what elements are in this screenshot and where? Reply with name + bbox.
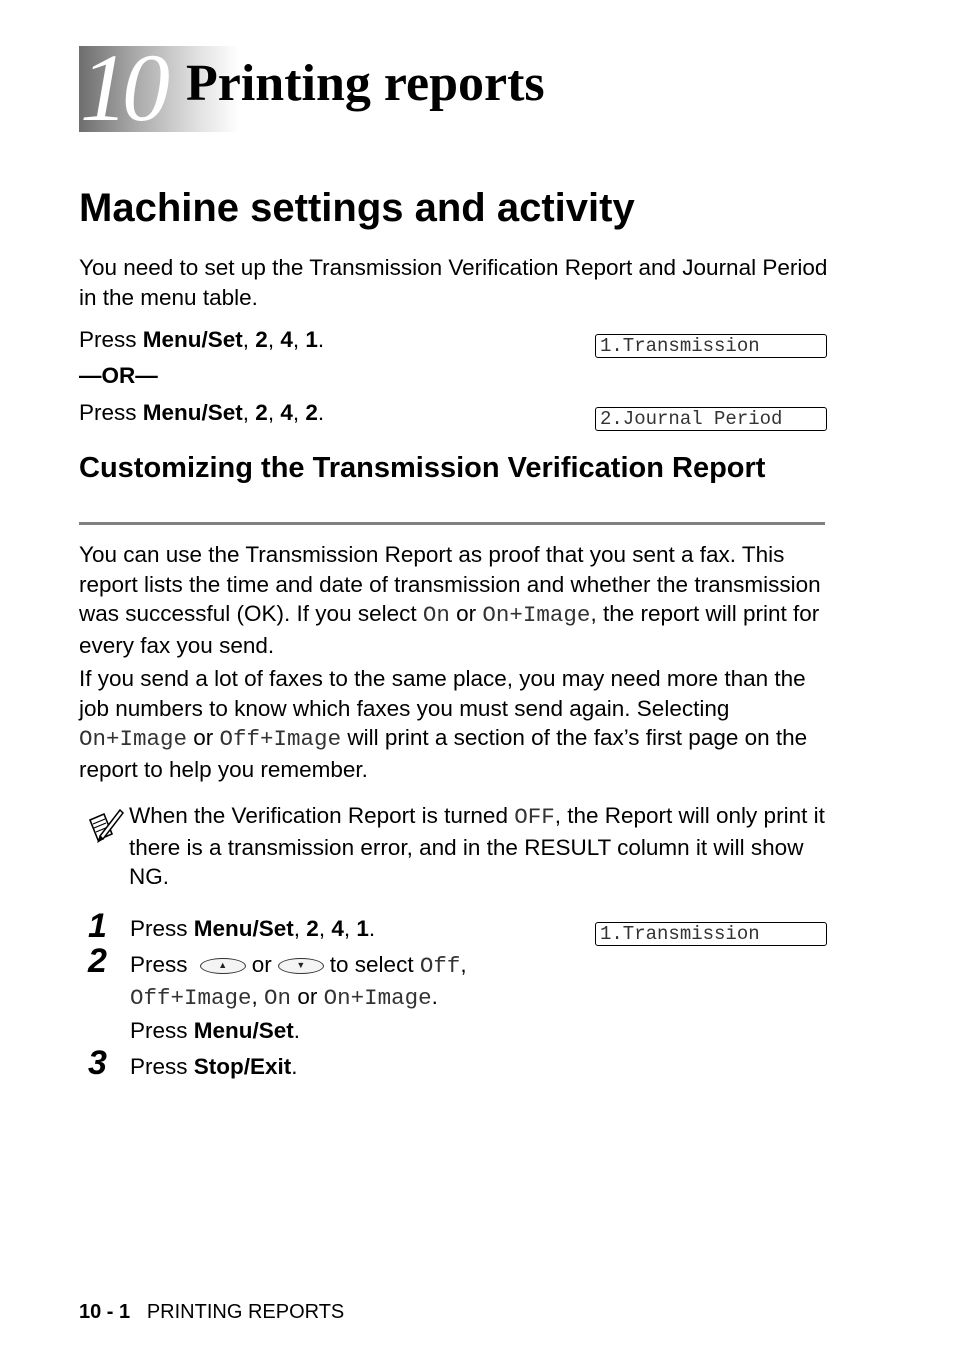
up-arrow-key-icon: ▲ [200,958,246,974]
step-number-2: 2 [88,942,107,980]
step-2-press-menu-set: Press Menu/Set. [130,1018,301,1043]
footer-chapter-title: PRINTING REPORTS [146,1301,345,1323]
menu-path-2: Press Menu/Set, 2, 4, 2. [79,400,325,425]
chapter-number: 10 [80,34,164,141]
note-pencil-icon [86,806,124,846]
step-1-text: Press Menu/Set, 2, 4, 1. [130,916,376,941]
intro-paragraph: You need to set up the Transmission Verification Report and Journal Period in the menu table. [79,255,828,310]
chapter-title: Printing reports [186,55,545,112]
lcd-display-journal-period: 2.Journal Period [595,407,827,431]
step-number-1: 1 [88,907,107,945]
paragraph-transmission-report: You can use the Transmission Report as proof that you sent a fax. This report lists the time and date of transmission and whether the transmission was successful (OK). If you select On or On+Image, the report will print for every fax you send. [79,542,821,658]
heading-rule [79,522,825,525]
step-number-3: 3 [88,1044,107,1082]
section-heading: Machine settings and activity [79,186,635,230]
menu-path-1: Press Menu/Set, 2, 4, 1. [79,327,325,352]
step-3-text: Press Stop/Exit. [130,1054,298,1079]
down-arrow-key-icon: ▼ [278,958,324,974]
or-separator: —OR— [79,363,158,388]
note-text: When the Verification Report is turned OFF, the Report will only print it there is a transmission error, and in the RESULT column it will show NG. [129,803,825,889]
page-footer [79,1300,344,1324]
lcd-display-step-1: 1.Transmission [595,922,827,946]
lcd-display-transmission: 1.Transmission [595,334,827,358]
subsection-heading: Customizing the Transmission Verification Report [79,452,766,484]
page-number: 10 - 1 [79,1301,131,1323]
paragraph-image-option: If you send a lot of faxes to the same place, you may need more than the job numbers to know which faxes you must send again. Selecting On+Image or Off+Image will print a section of the fax’s first page on the report to help you remember. [79,666,808,782]
step-2-text: Press ▲ or ▼ to select Off, Off+Image, On or On+Image. [130,952,467,1011]
